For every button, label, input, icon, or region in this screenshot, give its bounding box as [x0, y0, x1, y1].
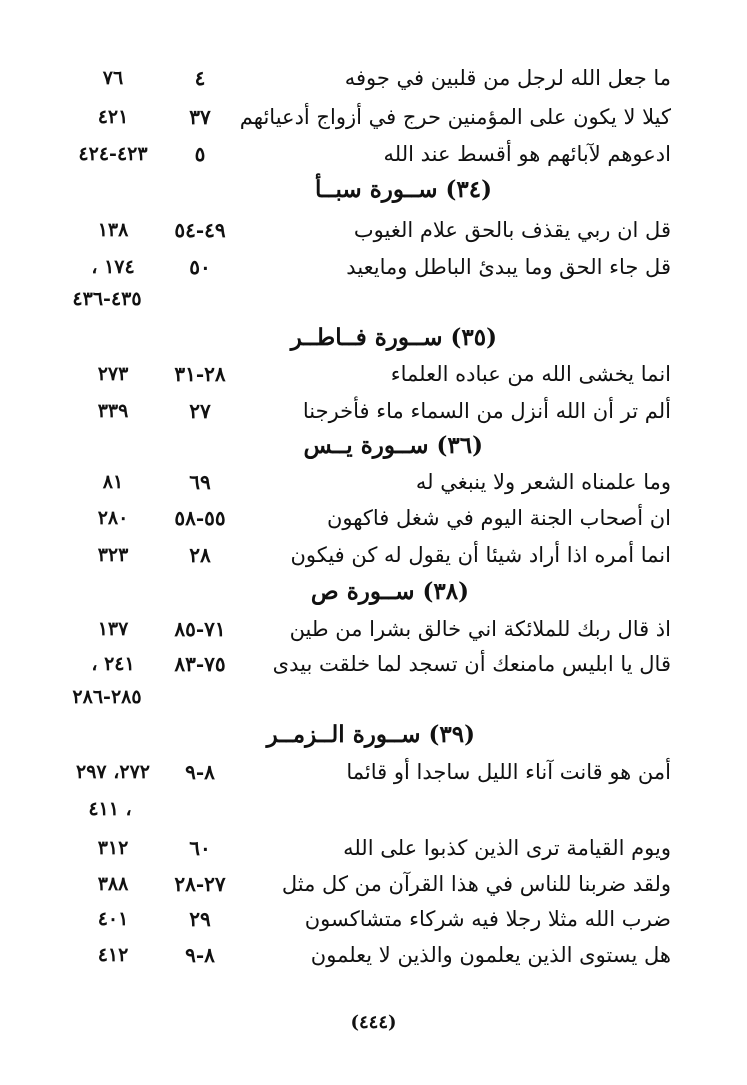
index-row: [0, 136, 747, 172]
page-reference: ٨١: [102, 471, 124, 493]
ayah-number: ٥: [194, 142, 206, 166]
ayah-number: ٤٩-٥٤: [174, 218, 226, 242]
page-reference: ١٣٧: [97, 618, 129, 640]
verse-text: ويوم القيامة ترى الذين كذبوا على الله: [343, 836, 671, 860]
page-reference: ١٣٨: [97, 219, 129, 241]
surah-heading: [0, 572, 747, 612]
verse-text: قال يا ابليس مامنعك أن تسجد لما خلقت بيدى: [272, 652, 671, 676]
verse-text: كيلا لا يكون على المؤمنين حرج في أزواج أدعيائهم: [239, 105, 671, 129]
surah-title: (٣٤) ســورة سبــأ: [315, 176, 492, 203]
surah-heading: [0, 715, 747, 755]
index-row: [0, 866, 747, 902]
page-reference: ٢٨٥-٢٨٦: [72, 686, 142, 708]
verse-text: ما جعل الله لرجل من قلبين في جوفه: [344, 66, 671, 90]
index-row: [0, 500, 747, 536]
ayah-number: ٥٥-٥٨: [174, 506, 226, 530]
index-row: [0, 754, 747, 790]
ayah-number: ٤: [194, 66, 206, 90]
index-row: [0, 464, 747, 500]
ayah-number: ٨-٩: [185, 943, 215, 967]
ayah-number: ٧٥-٨٣: [174, 652, 226, 676]
verse-text: قل ان ربي يقذف بالحق علام الغيوب: [353, 218, 671, 242]
verse-text: ألم تر أن الله أنزل من السماء ماء فأخرجنا: [302, 399, 671, 423]
surah-title: (٣٦) ســورة يــس: [303, 432, 483, 459]
verse-text: ضرب الله مثلا رجلا فيه شركاء متشاكسون: [304, 907, 671, 931]
page-reference: ٣٢٣: [97, 544, 129, 566]
page-reference: ٤٢٣-٤٢٤: [78, 143, 148, 165]
page-number: (٤٤٤): [350, 1012, 397, 1033]
surah-title: (٣٨) ســورة ص: [310, 578, 469, 605]
index-row: [0, 611, 747, 647]
surah-heading: [0, 318, 747, 358]
index-row-continuation: [0, 791, 747, 827]
verse-text: انما يخشى الله من عباده العلماء: [390, 362, 671, 386]
ayah-number: ٨-٩: [185, 760, 215, 784]
verse-text: هل يستوى الذين يعلمون والذين لا يعلمون: [310, 943, 671, 967]
page-reference: ٤٣٥-٤٣٦: [72, 288, 142, 310]
verse-text: انما أمره اذا أراد شيئا أن يقول له كن فيكون: [290, 543, 671, 567]
ayah-number: ٢٩: [189, 907, 211, 931]
surah-title: (٣٩) ســورة الــزمــر: [266, 721, 475, 748]
verse-text: وما علمناه الشعر ولا ينبغي له: [415, 470, 671, 494]
ayah-number: ٢٨-٣١: [174, 362, 226, 386]
page-reference: ٤٢١: [97, 106, 129, 128]
index-row: [0, 212, 747, 248]
index-row: [0, 937, 747, 973]
index-row-continuation: [0, 679, 747, 715]
index-row: [0, 60, 747, 96]
verse-text: ولقد ضربنا للناس في هذا القرآن من كل مثل: [281, 872, 671, 896]
page-reference: ٢٨٠: [97, 507, 129, 529]
index-row: [0, 901, 747, 937]
page-reference: ٣٨٨: [97, 873, 129, 895]
index-row: [0, 393, 747, 429]
index-row: [0, 356, 747, 392]
page-reference: ١٧٤ ،: [91, 256, 135, 278]
page-reference: ، ٤١١: [88, 798, 132, 820]
page-reference: ٢٧٣: [97, 363, 129, 385]
page-reference: ٣١٢: [97, 837, 129, 859]
index-row: [0, 646, 747, 682]
page-reference: ٢٤١ ،: [91, 653, 135, 675]
surah-heading: [0, 170, 747, 210]
verse-text: قل جاء الحق وما يبدئ الباطل ومايعيد: [346, 255, 671, 279]
index-row: [0, 249, 747, 285]
ayah-number: ٧١-٨٥: [174, 617, 226, 641]
page-reference: ٤١٢: [97, 944, 129, 966]
index-row-continuation: [0, 281, 747, 317]
surah-title: (٣٥) ســورة فــاطــر: [290, 324, 497, 351]
page-reference: ٤٠١: [97, 908, 129, 930]
ayah-number: ٥٠: [189, 255, 211, 279]
ayah-number: ٦٩: [189, 470, 211, 494]
index-row: [0, 830, 747, 866]
ayah-number: ٢٧-٢٨: [174, 872, 226, 896]
verse-text: ادعوهم لآبائهم هو أقسط عند الله: [383, 142, 671, 166]
verse-text: أمن هو قانت آناء الليل ساجدا أو قائما: [346, 760, 671, 784]
index-row: [0, 99, 747, 135]
ayah-number: ٦٠: [189, 836, 211, 860]
ayah-number: ٢٧: [189, 399, 211, 423]
ayah-number: ٣٧: [189, 105, 211, 129]
verse-text: ان أصحاب الجنة اليوم في شغل فاكهون: [326, 506, 671, 530]
verse-text: اذ قال ربك للملائكة اني خالق بشرا من طين: [289, 617, 671, 641]
page-reference: ٢٧٢، ٢٩٧: [76, 761, 150, 783]
ayah-number: ٢٨: [189, 543, 211, 567]
page-reference: ٧٦: [102, 67, 124, 89]
index-row: [0, 537, 747, 573]
surah-heading: [0, 426, 747, 466]
page-reference: ٣٣٩: [97, 400, 129, 422]
